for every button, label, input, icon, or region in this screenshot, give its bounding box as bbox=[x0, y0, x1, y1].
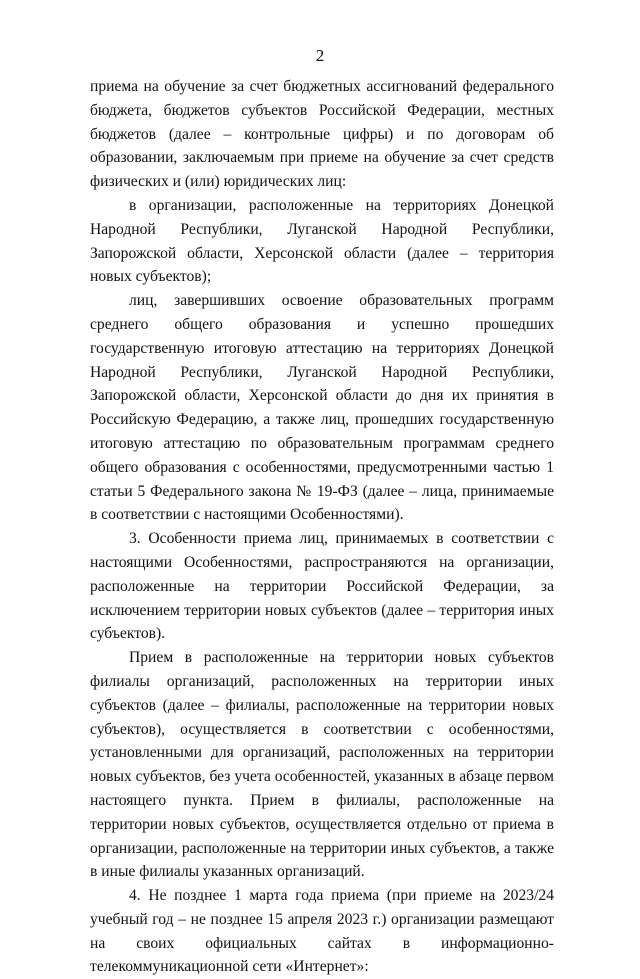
paragraph-organizations-new-territories: в организации, расположенные на территориях Донецкой Народной Республики, Луганской Народной Республики, Запорожской области, Херсонской области (далее – территория новых субъектов); bbox=[90, 196, 554, 286]
page-number: 2 bbox=[315, 46, 325, 65]
document-body bbox=[90, 75, 554, 979]
paragraph-branches-admission: Прием в расположенные на территории новых субъектов филиалы организаций, расположенных на территории иных субъектов (далее – филиалы, расположенные на территории новых субъектов), осуществляется в соответствии с особенностями, установленными для организаций, расположенных на территории новых субъектов, без учета особенностей, указанных в абзаце первом настоящего пункта. Прием в филиалы, расположенные на территории новых субъектов, осуществляется отдельно от приема в организации, расположенные на территории иных субъектов, а также в иные филиалы указанных организаций. bbox=[90, 649, 555, 881]
paragraph-item-3: 3. Особенности приема лиц, принимаемых в соответствии с настоящими Особенностями, распространяются на организации, расположенные на территории Российской Федерации, за исключением территории новых субъектов (далее – территория иных субъектов). bbox=[90, 530, 554, 643]
paragraph-persons-completed-programs: лиц, завершивших освоение образовательных программ среднего общего образования и успешно прошедших государственную итоговую аттестацию на территориях Донецкой Народной Республики, Луганской Народной Республики, Запорожской области, Херсонской области до дня их принятия в Российскую Федерацию, а также лиц, прошедших государственную итоговую аттестацию по образовательным программам среднего общего образования с особенностями, предусмотренными частью 1 статьи 5 Федерального закона № 19-ФЗ (далее – лица, принимаемые в соответствии с настоящими Особенностями). bbox=[90, 292, 554, 524]
paragraph-item-4: 4. Не позднее 1 марта года приема (при приеме на 2023/24 учебный год – не позднее 15 апреля 2023 г.) организации размещают на своих официальных сайтах в информационно-телекоммуникационной сети «Интернет»: bbox=[90, 887, 554, 976]
paragraph-continuation: приема на обучение за счет бюджетных ассигнований федерального бюджета, бюджетов субъектов Российской Федерации, местных бюджетов (далее – контрольные цифры) и по договорам об образовании, заключаемым при приеме на обучение за счет средств физических и (или) юридических лиц: bbox=[90, 78, 554, 191]
